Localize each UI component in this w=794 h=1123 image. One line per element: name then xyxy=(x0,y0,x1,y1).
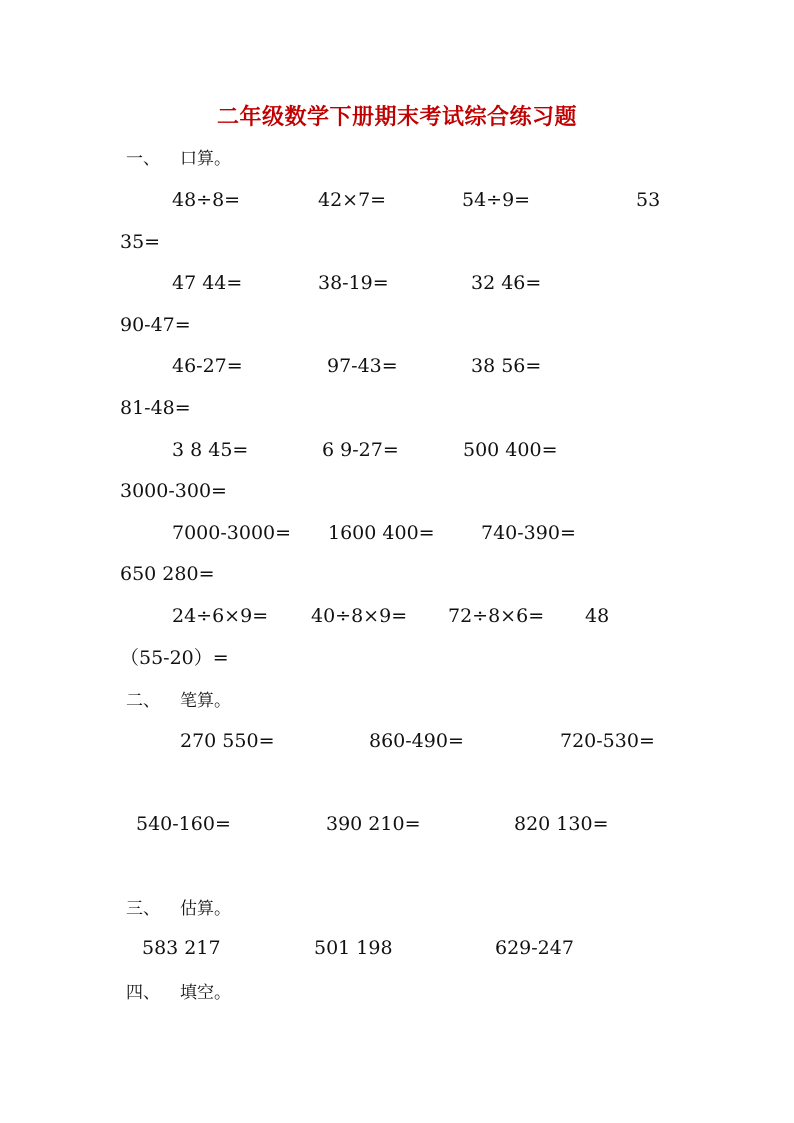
problem: 860-490= xyxy=(369,730,464,752)
problem: 46-27= xyxy=(172,355,243,377)
problem: 42×7= xyxy=(318,189,387,211)
section-label: 估算。 xyxy=(180,899,231,919)
problem: 53 xyxy=(636,189,661,211)
section-label: 口算。 xyxy=(180,149,231,169)
problem: 48÷8= xyxy=(172,189,241,211)
problem: 6 9-27= xyxy=(322,439,399,461)
section-number: 一、 xyxy=(126,149,160,169)
problem: 97-43= xyxy=(327,355,398,377)
page-title: 二年级数学下册期末考试综合练习题 xyxy=(216,104,577,130)
problem: （55-20）= xyxy=(120,647,229,669)
section-label: 填空。 xyxy=(180,983,231,1003)
problem: 390 210= xyxy=(326,813,421,835)
problem: 650 280= xyxy=(120,563,215,585)
problem: 540-160= xyxy=(136,813,231,835)
problem: 3 8 45= xyxy=(172,439,249,461)
problem: 40÷8×9= xyxy=(311,605,408,627)
problem: 48 xyxy=(585,605,610,627)
problem: 54÷9= xyxy=(462,189,531,211)
problem: 740-390= xyxy=(481,522,576,544)
problem: 720-530= xyxy=(560,730,655,752)
section-number: 三、 xyxy=(126,899,160,919)
problem: 501 198 xyxy=(314,937,393,959)
problem: 32 46= xyxy=(471,272,542,294)
problem: 35= xyxy=(120,231,161,253)
section-heading-oral xyxy=(126,147,231,171)
problem: 820 130= xyxy=(514,813,609,835)
section-heading-written xyxy=(126,689,231,713)
problem: 3000-300= xyxy=(120,480,227,502)
section-number: 二、 xyxy=(126,691,160,711)
problem: 7000-3000= xyxy=(172,522,292,544)
problem: 38 56= xyxy=(471,355,542,377)
problem: 1600 400= xyxy=(328,522,435,544)
section-label: 笔算。 xyxy=(180,691,231,711)
section-heading-fill-in xyxy=(126,981,231,1005)
problem: 72÷8×6= xyxy=(448,605,545,627)
problem: 583 217 xyxy=(142,937,221,959)
problem: 24÷6×9= xyxy=(172,605,269,627)
section-number: 四、 xyxy=(126,983,160,1003)
problem: 629-247 xyxy=(495,937,574,959)
section-heading-estimate xyxy=(126,897,231,921)
problem: 38-19= xyxy=(318,272,389,294)
problem: 90-47= xyxy=(120,314,191,336)
problem: 81-48= xyxy=(120,397,191,419)
problem: 47 44= xyxy=(172,272,243,294)
problem: 270 550= xyxy=(180,730,275,752)
problem: 500 400= xyxy=(463,439,558,461)
